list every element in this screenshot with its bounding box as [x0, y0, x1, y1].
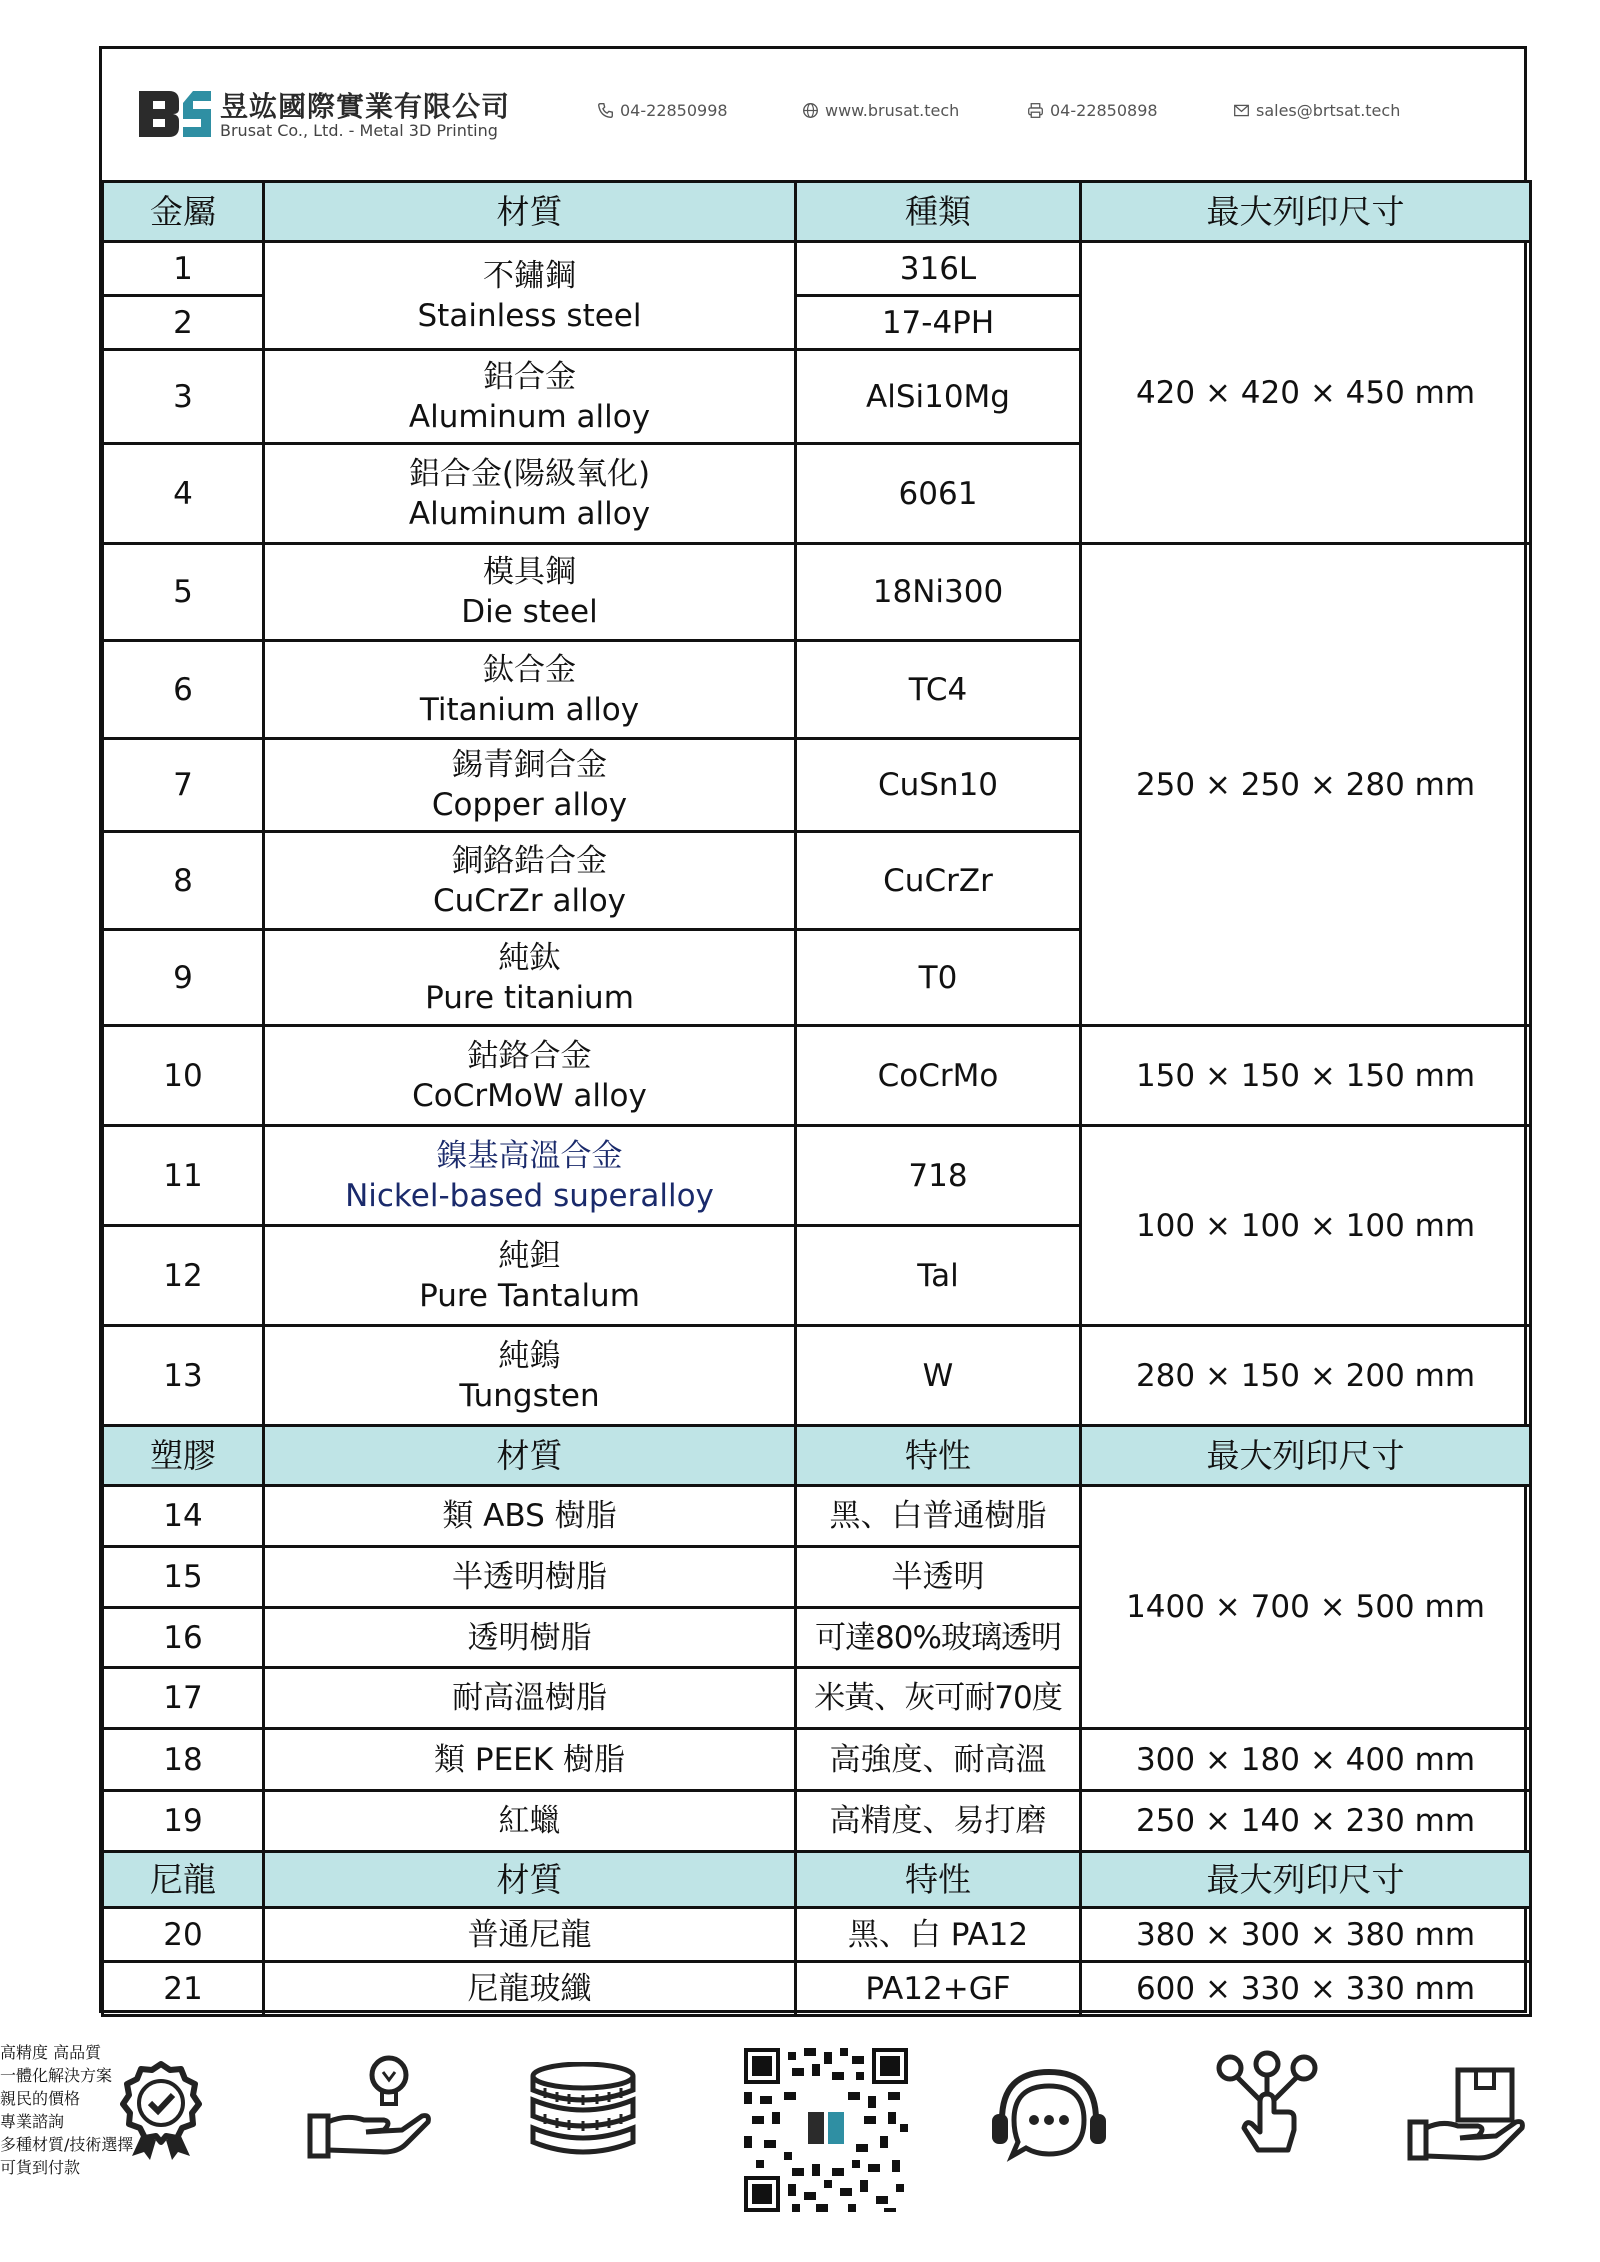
material-en: Aluminum alloy — [408, 398, 651, 435]
material-en: Titanium alloy — [419, 691, 640, 728]
row-number: 9 — [103, 930, 264, 1026]
website-text: www.brusat.tech — [825, 101, 960, 120]
table-row — [103, 1026, 1531, 1126]
qr-code-icon[interactable] — [744, 2048, 908, 2212]
material-cell — [264, 444, 796, 544]
company-logo-icon — [139, 87, 211, 139]
col-header-category: 尼龍 — [103, 1852, 264, 1908]
col-header-material: 材質 — [264, 1852, 796, 1908]
plastic-header-row — [103, 1426, 1531, 1486]
material-en: Tungsten — [459, 1377, 600, 1414]
lightbulb-hand-icon — [306, 2050, 434, 2160]
max-size-cell: 600 × 330 × 330 mm — [1081, 1962, 1531, 2016]
type-cell: CuSn10 — [796, 739, 1081, 832]
globe-icon — [802, 102, 819, 119]
material-en: Aluminum alloy — [408, 495, 651, 532]
property-cell: 高精度、易打磨 — [796, 1791, 1081, 1852]
material-zh: 模具鋼 — [483, 554, 576, 590]
row-number: 8 — [103, 832, 264, 930]
table-row — [103, 242, 1531, 296]
feature-label: 專業諮詢 — [0, 2112, 65, 2131]
max-size-cell: 300 × 180 × 400 mm — [1081, 1729, 1531, 1791]
property-cell: 黑、白 PA12 — [796, 1908, 1081, 1962]
property-cell: 高強度、耐高溫 — [796, 1729, 1081, 1791]
phone-icon — [597, 102, 614, 119]
material-en: Stainless steel — [417, 297, 642, 334]
email-contact[interactable] — [1233, 101, 1400, 120]
col-header-category: 塑膠 — [103, 1426, 264, 1486]
material-zh: 純鉭 — [498, 1237, 561, 1274]
package-hand-icon — [1406, 2062, 1526, 2162]
row-number: 6 — [103, 641, 264, 739]
row-number: 12 — [103, 1226, 264, 1326]
material-cell: 紅蠟 — [264, 1791, 796, 1852]
material-cell — [264, 641, 796, 739]
property-cell: 米黃、灰可耐70度 — [796, 1668, 1081, 1729]
material-cell: 普通尼龍 — [264, 1908, 796, 1962]
max-size-cell: 100 × 100 × 100 mm — [1081, 1126, 1531, 1326]
feature-label: 一體化解決方案 — [0, 2066, 113, 2085]
type-cell: CuCrZr — [796, 832, 1081, 930]
material-en: CoCrMoW alloy — [412, 1077, 647, 1114]
headset-chat-icon — [988, 2062, 1110, 2172]
col-header-material: 材質 — [264, 1426, 796, 1486]
row-number: 3 — [103, 350, 264, 444]
type-cell: 18Ni300 — [796, 544, 1081, 641]
material-cell — [264, 1026, 796, 1126]
col-header-category: 金屬 — [103, 182, 264, 242]
row-number: 13 — [103, 1326, 264, 1426]
property-cell: 半透明 — [796, 1547, 1081, 1608]
row-number: 21 — [103, 1962, 264, 2016]
envelope-icon — [1233, 102, 1250, 119]
phone-text: 04-22850998 — [620, 101, 728, 120]
fax-contact[interactable] — [1027, 101, 1158, 120]
row-number: 20 — [103, 1908, 264, 1962]
row-number: 7 — [103, 739, 264, 832]
material-cell — [264, 350, 796, 444]
material-zh: 鋁合金 — [483, 358, 576, 395]
material-cell: 透明樹脂 — [264, 1608, 796, 1668]
material-cell — [264, 1126, 796, 1226]
row-number: 18 — [103, 1729, 264, 1791]
material-zh: 不鏽鋼 — [483, 257, 576, 294]
material-zh: 純鎢 — [498, 1337, 561, 1374]
material-cell: 半透明樹脂 — [264, 1547, 796, 1608]
table-row — [103, 1962, 1531, 2016]
material-cell — [264, 242, 796, 350]
type-cell: 6061 — [796, 444, 1081, 544]
feature-label: 多種材質/技術選擇 — [0, 2135, 134, 2154]
award-badge-icon — [120, 2060, 202, 2160]
row-number: 16 — [103, 1608, 264, 1668]
table-row — [103, 1126, 1531, 1226]
metal-header-row — [103, 182, 1531, 242]
col-header-property: 特性 — [796, 1852, 1081, 1908]
spec-table — [101, 180, 1532, 2017]
material-cell — [264, 930, 796, 1026]
max-size-cell: 250 × 140 × 230 mm — [1081, 1791, 1531, 1852]
type-cell: W — [796, 1326, 1081, 1426]
type-cell: 316L — [796, 242, 1081, 296]
table-row — [103, 544, 1531, 641]
type-cell: CoCrMo — [796, 1026, 1081, 1126]
email-text: sales@brtsat.tech — [1256, 101, 1401, 120]
col-header-type: 種類 — [796, 182, 1081, 242]
material-cell: 類 PEEK 樹脂 — [264, 1729, 796, 1791]
material-cell — [264, 1226, 796, 1326]
row-number: 1 — [103, 242, 264, 296]
col-header-material: 材質 — [264, 182, 796, 242]
material-cell: 耐高溫樹脂 — [264, 1668, 796, 1729]
row-number: 11 — [103, 1126, 264, 1226]
material-zh: 純鈦 — [498, 939, 561, 976]
company-name-en: Brusat Co., Ltd. - Metal 3D Printing — [220, 121, 498, 140]
material-cell — [264, 739, 796, 832]
company-name-zh: 昱竑國際實業有限公司 — [220, 90, 511, 123]
row-number: 10 — [103, 1026, 264, 1126]
max-size-cell: 1400 × 700 × 500 mm — [1081, 1486, 1531, 1729]
max-size-cell: 280 × 150 × 200 mm — [1081, 1326, 1531, 1426]
col-header-max-size: 最大列印尺寸 — [1081, 1426, 1531, 1486]
property-cell: 黑、白普通樹脂 — [796, 1486, 1081, 1547]
type-cell: 17-4PH — [796, 296, 1081, 350]
nylon-header-row — [103, 1852, 1531, 1908]
material-en: Copper alloy — [431, 787, 628, 823]
table-row — [103, 1326, 1531, 1426]
material-zh: 鈷鉻合金 — [467, 1037, 592, 1074]
material-en: Nickel-based superalloy — [345, 1177, 714, 1214]
feature-label: 可貨到付款 — [0, 2158, 81, 2177]
property-cell: PA12+GF — [796, 1962, 1081, 2016]
phone-contact[interactable] — [597, 101, 728, 120]
material-en: Pure Tantalum — [419, 1277, 640, 1314]
type-cell: TC4 — [796, 641, 1081, 739]
property-cell: 可達80%玻璃透明 — [796, 1608, 1081, 1668]
printer-icon — [1027, 102, 1044, 119]
document-frame — [99, 46, 1527, 2013]
row-number: 4 — [103, 444, 264, 544]
row-number: 2 — [103, 296, 264, 350]
type-cell: AlSi10Mg — [796, 350, 1081, 444]
fax-text: 04-22850898 — [1050, 101, 1158, 120]
max-size-cell: 420 × 420 × 450 mm — [1081, 242, 1531, 544]
material-zh: 錫青銅合金 — [452, 747, 607, 783]
row-number: 5 — [103, 544, 264, 641]
material-zh: 銅鉻鋯合金 — [452, 842, 607, 879]
max-size-cell: 150 × 150 × 150 mm — [1081, 1026, 1531, 1126]
table-row — [103, 1791, 1531, 1852]
material-cell: 類 ABS 樹脂 — [264, 1486, 796, 1547]
row-number: 14 — [103, 1486, 264, 1547]
type-cell: 718 — [796, 1126, 1081, 1226]
col-header-max-size: 最大列印尺寸 — [1081, 1852, 1531, 1908]
material-zh: 鈦合金 — [483, 651, 576, 688]
coin-stack-icon — [525, 2062, 641, 2162]
col-header-property: 特性 — [796, 1426, 1081, 1486]
type-cell: T0 — [796, 930, 1081, 1026]
material-cell — [264, 544, 796, 641]
row-number: 17 — [103, 1668, 264, 1729]
row-number: 19 — [103, 1791, 264, 1852]
letterhead — [102, 49, 1524, 180]
material-en: Die steel — [461, 594, 598, 630]
feature-footer — [0, 2040, 1600, 2262]
table-row — [103, 1486, 1531, 1547]
type-cell: Tal — [796, 1226, 1081, 1326]
table-row — [103, 1908, 1531, 1962]
material-cell — [264, 832, 796, 930]
material-en: Pure titanium — [425, 979, 634, 1016]
material-zh: 鋁合金(陽級氧化) — [408, 455, 651, 492]
row-number: 15 — [103, 1547, 264, 1608]
material-zh: 鎳基高溫合金 — [436, 1137, 623, 1174]
feature-label: 親民的價格 — [0, 2089, 81, 2108]
max-size-cell: 250 × 250 × 280 mm — [1081, 544, 1531, 1026]
feature-label: 高精度 高品質 — [0, 2043, 102, 2062]
material-cell: 尼龍玻纖 — [264, 1962, 796, 2016]
multi-choice-hand-icon — [1212, 2050, 1322, 2162]
table-row — [103, 1729, 1531, 1791]
col-header-max-size: 最大列印尺寸 — [1081, 182, 1531, 242]
website-contact[interactable] — [802, 101, 959, 120]
material-cell — [264, 1326, 796, 1426]
material-en: CuCrZr alloy — [432, 882, 627, 919]
max-size-cell: 380 × 300 × 380 mm — [1081, 1908, 1531, 1962]
